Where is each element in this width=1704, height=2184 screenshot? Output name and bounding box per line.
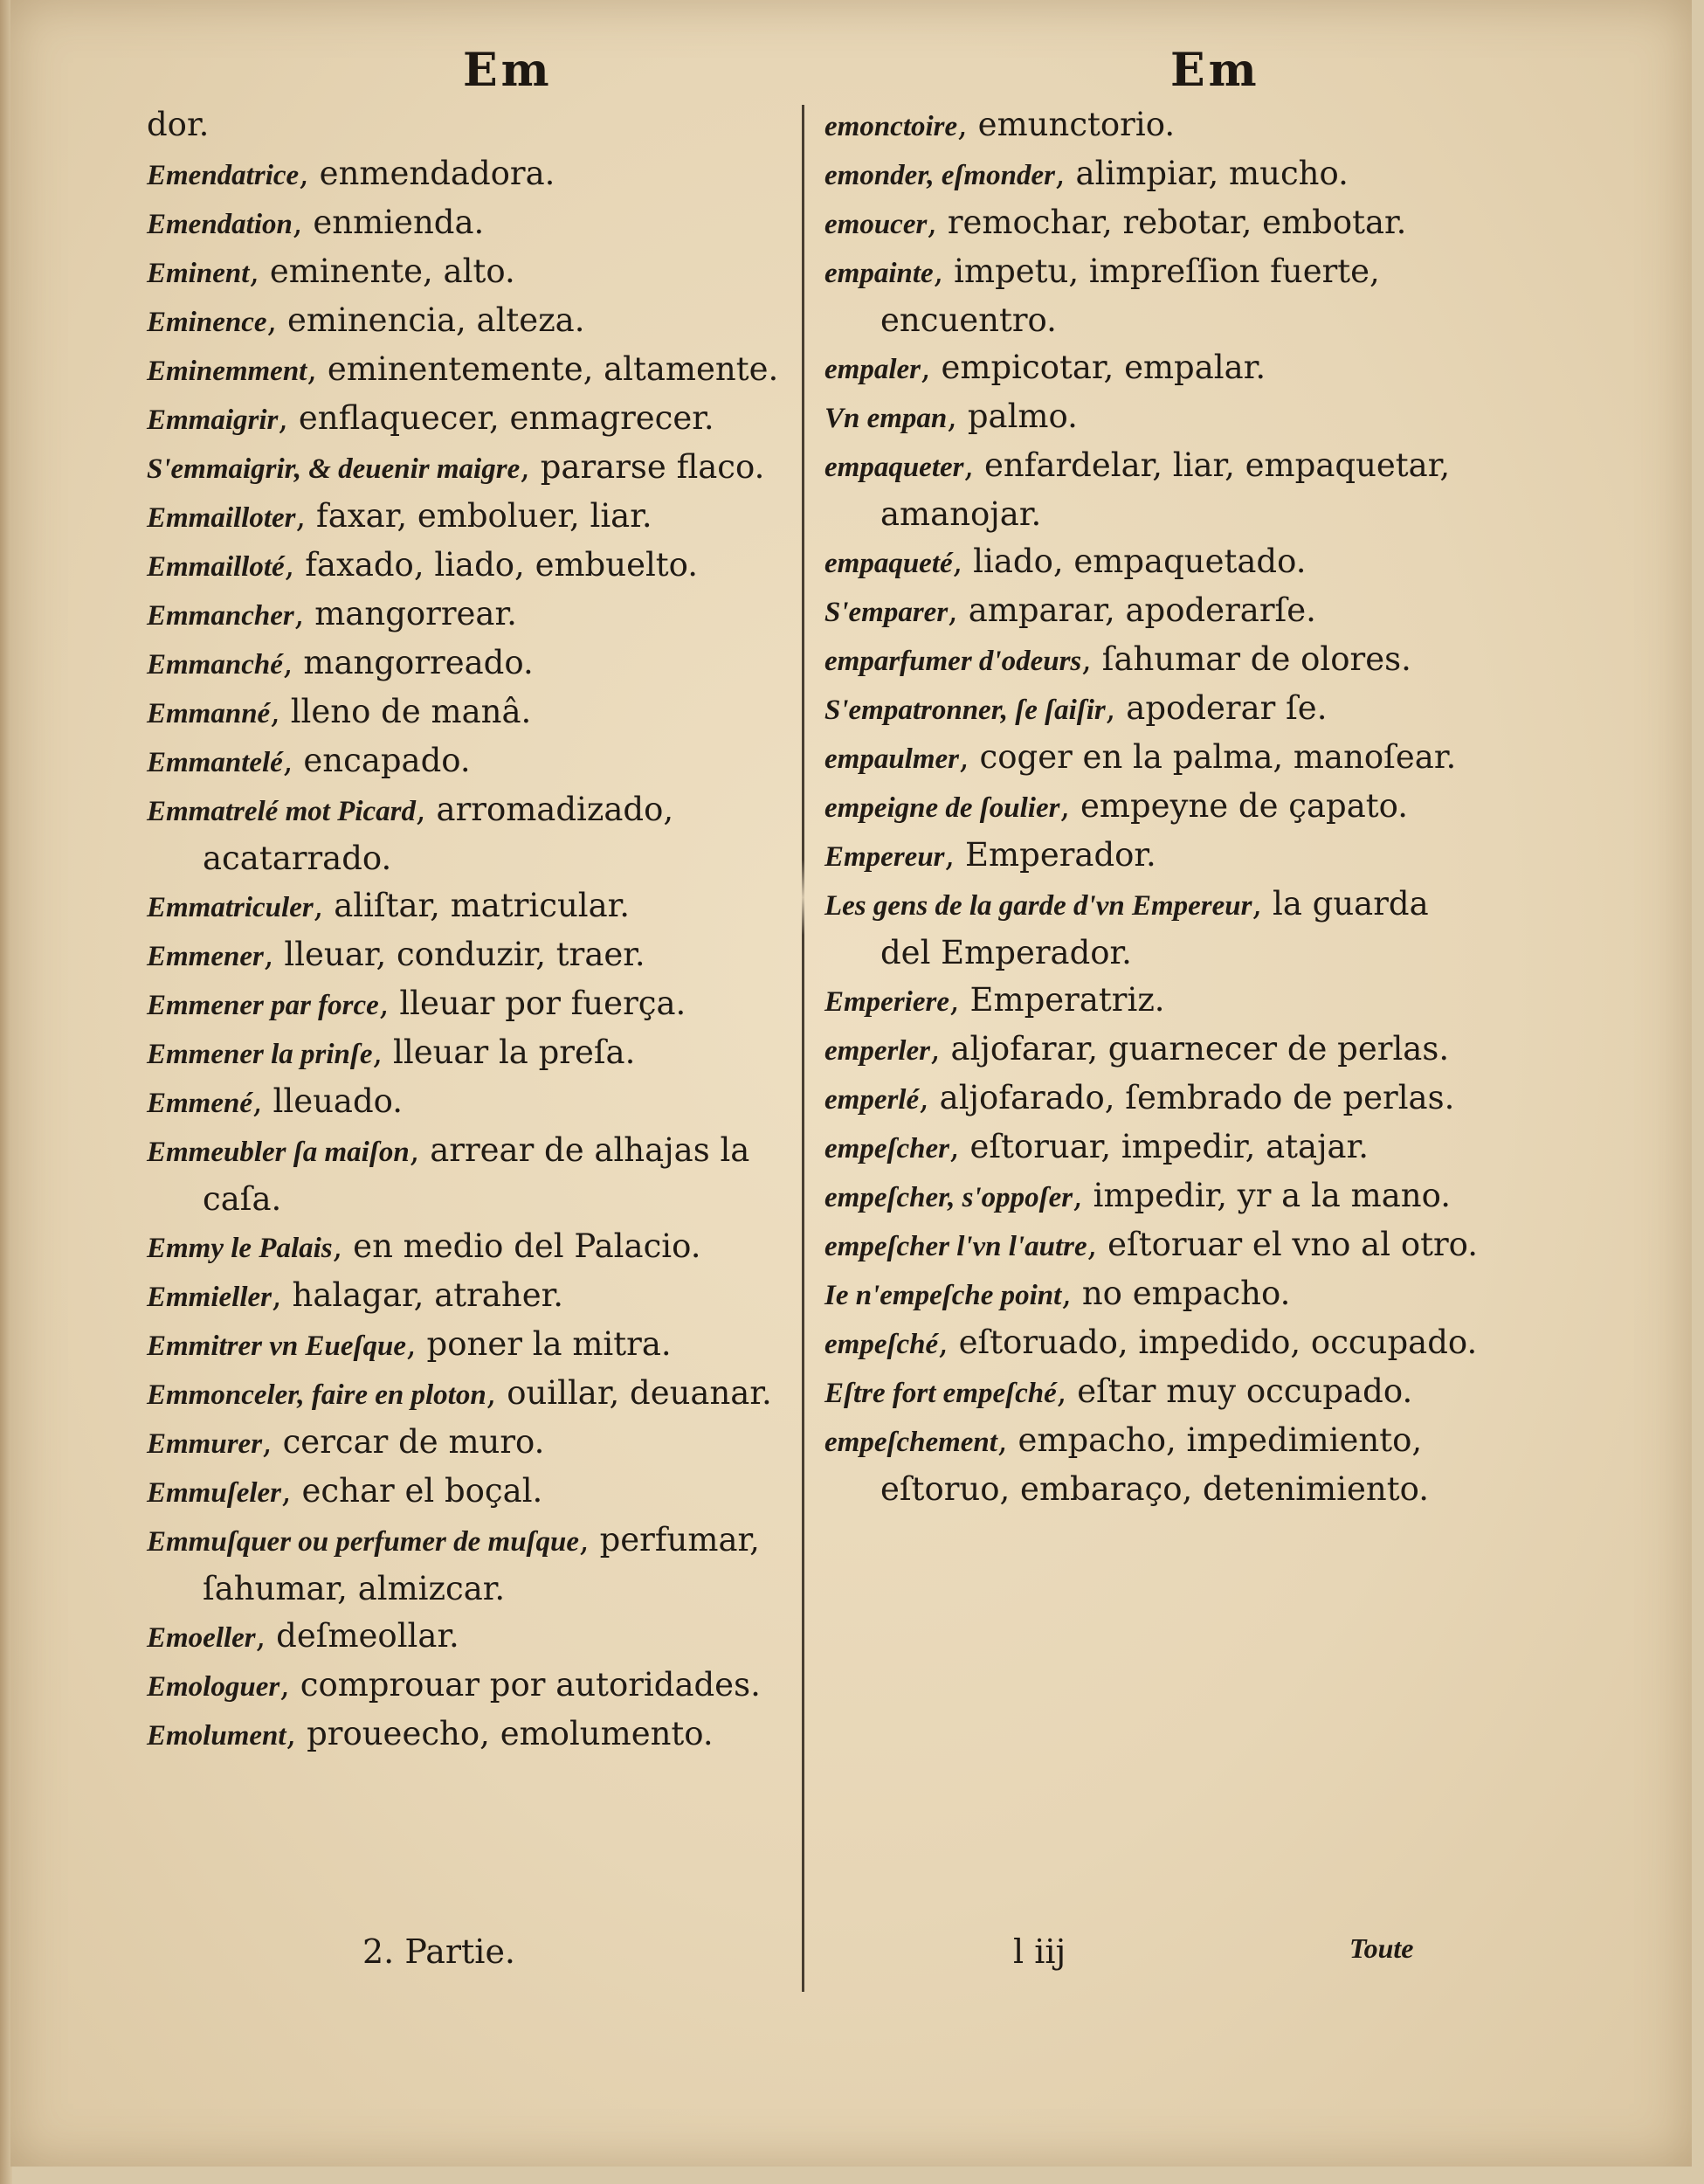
- entry-headword: Emmatrelé mot Picard: [147, 796, 416, 827]
- entry-headword: Emperiere: [824, 986, 949, 1018]
- entry-headword: Emmieller: [147, 1282, 272, 1313]
- dictionary-entry: [824, 393, 1488, 442]
- entry-translation: , poner la mitra.: [406, 1325, 672, 1363]
- entry-translation: , ſahumar de olores.: [1081, 640, 1411, 678]
- entry-headword: S'empatronner, ſe ſaiſir: [824, 695, 1106, 726]
- entry-headword: empaulmer: [824, 743, 959, 775]
- entry-headword: Emmener par force: [147, 990, 379, 1021]
- entry-translation: , arrear de alhajas la caſa.: [203, 1131, 750, 1218]
- dictionary-entry: [147, 395, 793, 444]
- entry-headword: Emmantelé: [147, 747, 283, 778]
- dictionary-entry: [147, 688, 793, 737]
- entry-translation: , comprouar por autoridades.: [279, 1666, 761, 1704]
- entry-translation: , mangorrear.: [293, 595, 517, 632]
- dictionary-entry: [824, 442, 1488, 538]
- entry-translation: , lleno de manâ.: [270, 693, 532, 730]
- dictionary-entry: [147, 493, 793, 542]
- entry-translation: , coger en la palma, manoſear.: [959, 738, 1457, 776]
- dictionary-entry: [147, 199, 793, 248]
- entry-headword: emoucer: [824, 209, 928, 240]
- right-column: [824, 101, 1488, 1513]
- dictionary-entry: [147, 1662, 793, 1711]
- dictionary-entry: [824, 199, 1488, 248]
- entry-translation: , lleuar por fuerça.: [378, 985, 686, 1022]
- entry-translation: , apoderar ſe.: [1105, 689, 1328, 727]
- entry-translation: , remochar, rebotar, embotar.: [927, 204, 1407, 241]
- entry-headword: emonder, eſmonder: [824, 160, 1055, 191]
- entry-headword: Ie n'empeſche point: [824, 1280, 1062, 1311]
- dictionary-entry: [147, 737, 793, 786]
- entry-translation: , amparar, apoderarſe.: [948, 591, 1316, 629]
- dictionary-entry: [147, 1078, 793, 1127]
- dictionary-entry: [147, 931, 793, 980]
- dictionary-entry: [147, 346, 793, 395]
- entry-translation: , eminencia, alteza.: [266, 301, 585, 339]
- page-number: l iij: [1013, 1932, 1066, 1971]
- dictionary-entry: [824, 150, 1488, 199]
- dictionary-entry: [824, 1026, 1488, 1075]
- dictionary-entry: [824, 1123, 1488, 1172]
- entry-translation: , la guarda del Emperador.: [880, 885, 1429, 971]
- entry-headword: empeſcher: [824, 1133, 949, 1165]
- dictionary-entry: [824, 636, 1488, 685]
- entry-translation: , palmo.: [947, 397, 1078, 435]
- entry-headword: emperler: [824, 1035, 930, 1067]
- entry-translation: , deſmeollar.: [255, 1617, 459, 1655]
- entry-headword: empaqueté: [824, 548, 953, 579]
- entry-headword: Emmanné: [147, 698, 271, 729]
- dictionary-entry: [824, 1221, 1488, 1270]
- entry-translation: , enmienda.: [292, 204, 485, 241]
- entry-headword: Eminemment: [147, 356, 307, 387]
- dictionary-entry: [147, 1272, 793, 1321]
- entry-headword: Emmailloter: [147, 502, 296, 534]
- dictionary-entry: [147, 980, 793, 1029]
- entry-translation: , encapado.: [282, 742, 471, 779]
- entry-translation: , eminentemente, altamente.: [307, 350, 779, 388]
- entry-headword: S'emparer: [824, 597, 949, 628]
- entry-translation: , enflaquecer, enmagrecer.: [278, 399, 714, 437]
- entry-headword: Emolument: [147, 1720, 286, 1752]
- entry-headword: S'emmaigrir, & deuenir maigre: [147, 453, 521, 485]
- entry-headword: Emmaigrir: [147, 404, 279, 436]
- entry-translation: , eſtar muy occupado.: [1056, 1372, 1413, 1410]
- signature-mark: 2. Partie.: [362, 1932, 516, 1971]
- dictionary-entry: [824, 685, 1488, 734]
- dictionary-entry: [147, 1127, 793, 1223]
- entry-translation: , eminente, alto.: [249, 252, 515, 290]
- entry-headword: empainte: [824, 258, 934, 289]
- entry-headword: Emmancher: [147, 600, 294, 632]
- running-header-right: Em: [1170, 44, 1260, 97]
- entry-translation: , faxar, emboluer, liar.: [295, 497, 652, 535]
- entry-translation: , liado, empaquetado.: [952, 543, 1307, 580]
- entry-translation: , ouillar, deuanar.: [486, 1374, 772, 1412]
- dictionary-entry: [147, 248, 793, 297]
- entry-translation: , eſtoruar el vno al otro.: [1087, 1226, 1479, 1263]
- entry-translation: , perfumar, ſahumar, almizcar.: [203, 1521, 760, 1607]
- column-divider: [802, 105, 804, 1992]
- entry-translation: , lleuado.: [252, 1082, 404, 1120]
- entry-translation: , lleuar la preſa.: [372, 1033, 636, 1071]
- entry-translation: , pararse flaco.: [520, 448, 765, 486]
- entry-headword: empeſchement: [824, 1427, 997, 1458]
- entry-translation: , empeyne de çapato.: [1059, 787, 1409, 825]
- entry-headword: Emmonceler, faire en ploton: [147, 1379, 486, 1411]
- dictionary-entry: [824, 734, 1488, 783]
- entry-headword: Emmuſquer ou perfumer de muſque: [147, 1526, 580, 1558]
- entry-translation: , eſtoruar, impedir, atajar.: [949, 1128, 1369, 1165]
- entry-translation: , arromadizado, acatarrado.: [203, 791, 674, 877]
- entry-translation: dor.: [147, 106, 210, 143]
- dictionary-entry: [824, 1368, 1488, 1417]
- entry-headword: Emmitrer vn Eueſque: [147, 1330, 407, 1362]
- entry-headword: empaqueter: [824, 452, 964, 483]
- entry-headword: Emmurer: [147, 1428, 263, 1460]
- dictionary-entry: [147, 1711, 793, 1759]
- entry-headword: Emendation: [147, 209, 293, 240]
- entry-translation: , emunctorio.: [957, 106, 1176, 143]
- dictionary-entry: [824, 1075, 1488, 1123]
- dictionary-entry: [824, 101, 1488, 150]
- left-column: [147, 101, 793, 1759]
- entry-headword: Emmener la prinſe: [147, 1039, 373, 1070]
- dictionary-entry: [824, 1172, 1488, 1221]
- dictionary-entry: [824, 344, 1488, 393]
- catchword: Toute: [1349, 1932, 1414, 1964]
- entry-headword: emonctoire: [824, 111, 958, 142]
- entry-headword: Emmuſeler: [147, 1477, 281, 1509]
- entry-translation: , proueecho, emolumento.: [286, 1715, 714, 1752]
- dictionary-entry: [147, 150, 793, 199]
- entry-headword: emparfumer d'odeurs: [824, 646, 1082, 677]
- entry-headword: Emmatriculer: [147, 892, 314, 923]
- dictionary-entry: [147, 1419, 793, 1468]
- entry-translation: , alimpiar, mucho.: [1054, 155, 1349, 192]
- entry-headword: empeſché: [824, 1329, 939, 1360]
- entry-headword: Emologuer: [147, 1671, 280, 1703]
- entry-translation: , lleuar, conduzir, traer.: [263, 936, 645, 973]
- dictionary-entry: [824, 783, 1488, 832]
- entry-translation: , impetu, impreſſion fuerte, encuentro.: [880, 252, 1380, 339]
- dictionary-entry: [824, 881, 1488, 977]
- dictionary-entry: [147, 1468, 793, 1517]
- dictionary-entry: [824, 1270, 1488, 1319]
- entry-headword: Emmeubler ſa maiſon: [147, 1137, 410, 1168]
- entry-headword: Vn empan: [824, 403, 948, 434]
- entry-translation: , halagar, atraher.: [272, 1276, 563, 1314]
- entry-translation: , aliſtar, matricular.: [313, 887, 631, 924]
- dictionary-entry: [824, 587, 1488, 636]
- dictionary-entry: [824, 832, 1488, 881]
- entry-headword: Emmené: [147, 1088, 252, 1119]
- entry-headword: Les gens de la garde d'vn Empereur: [824, 890, 1252, 922]
- entry-headword: empeigne de ſoulier: [824, 792, 1060, 824]
- dictionary-entry: [824, 1417, 1488, 1513]
- entry-translation: , faxado, liado, embuelto.: [284, 546, 699, 584]
- entry-headword: empeſcher l'vn l'autre: [824, 1231, 1087, 1262]
- dictionary-entry: [147, 101, 793, 150]
- dictionary-entry: [147, 1613, 793, 1662]
- entry-headword: Eminence: [147, 307, 267, 338]
- entry-headword: Emendatrice: [147, 160, 300, 191]
- dictionary-entry: [147, 297, 793, 346]
- entry-headword: Emmailloté: [147, 551, 285, 583]
- dictionary-entry: [147, 1517, 793, 1613]
- entry-headword: empaler: [824, 354, 921, 385]
- entry-headword: empeſcher, s'oppoſer: [824, 1182, 1073, 1213]
- entry-headword: Eſtre fort empeſché: [824, 1378, 1057, 1409]
- entry-translation: , aljofarar, guarnecer de perlas.: [929, 1030, 1450, 1068]
- entry-translation: , enfardelar, liar, empaquetar, amanojar.: [880, 446, 1451, 533]
- dictionary-entry: [147, 1370, 793, 1419]
- dictionary-entry: [147, 639, 793, 688]
- entry-translation: , echar el boçal.: [281, 1472, 543, 1510]
- entry-headword: emperlé: [824, 1084, 920, 1116]
- entry-translation: , mangorreado.: [282, 644, 534, 681]
- entry-translation: , cercar de muro.: [262, 1423, 545, 1461]
- dictionary-entry: [824, 1319, 1488, 1368]
- entry-headword: Empereur: [824, 841, 945, 873]
- entry-translation: , empicotar, empalar.: [920, 349, 1266, 386]
- dictionary-entry: [147, 1223, 793, 1272]
- dictionary-entry: [147, 1029, 793, 1078]
- entry-translation: , Emperatriz.: [949, 981, 1165, 1019]
- running-header-left: Em: [463, 44, 553, 97]
- entry-headword: Eminent: [147, 258, 250, 289]
- dictionary-entry: [824, 248, 1488, 344]
- entry-translation: , aljofarado, ſembrado de perlas.: [919, 1079, 1455, 1116]
- dictionary-entry: [147, 542, 793, 591]
- dictionary-entry: [147, 1321, 793, 1370]
- entry-translation: , impedir, yr a la mano.: [1073, 1177, 1451, 1214]
- entry-translation: , en medio del Palacio.: [332, 1227, 701, 1265]
- dictionary-entry: [147, 786, 793, 882]
- dictionary-entry: [824, 538, 1488, 587]
- dictionary-entry: [824, 977, 1488, 1026]
- entry-translation: , no empacho.: [1061, 1275, 1291, 1312]
- entry-headword: Emmy le Palais: [147, 1233, 333, 1264]
- entry-translation: , enmendadora.: [299, 155, 555, 192]
- entry-translation: , eſtoruado, impedido, occupado.: [938, 1324, 1478, 1361]
- entry-headword: Emoeller: [147, 1622, 256, 1654]
- dictionary-entry: [147, 882, 793, 931]
- entry-translation: , Emperador.: [944, 836, 1156, 874]
- entry-translation: , empacho, impedimiento, eſtoruo, embaraço, detenimiento.: [880, 1421, 1429, 1508]
- dictionary-entry: [147, 591, 793, 639]
- entry-headword: Emmanché: [147, 649, 283, 681]
- dictionary-entry: [147, 444, 793, 493]
- entry-headword: Emmener: [147, 941, 264, 972]
